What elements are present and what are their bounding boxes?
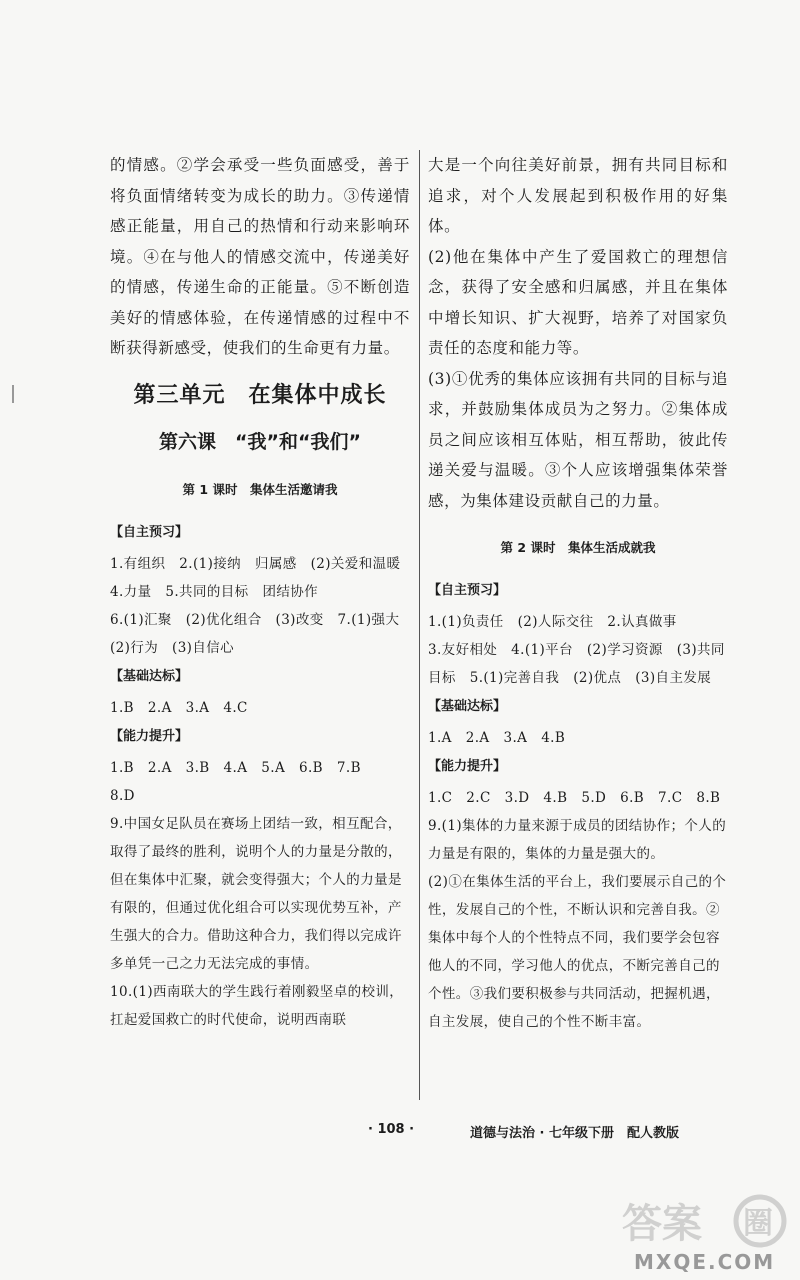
page-number: · 108 · bbox=[368, 1122, 415, 1137]
watermark-text: MXQE.COM bbox=[634, 1250, 776, 1274]
right-column bbox=[428, 150, 728, 1036]
svg-text:答案: 答案 bbox=[622, 1201, 702, 1247]
answer-line: 10.(1)西南联大的学生践行着刚毅坚卓的校训，扛起爱国救亡的时代使命，说明西南联 bbox=[110, 983, 404, 1028]
answer-line: (2)①在集体生活的平台上，我们要展示自己的个性，发展自己的个性，不断认识和完善自我。②集体中每个人的个性特点不同，我们要学会包容他人的不同，学习他人的优点，不断完善自己的个性。③我们要积极参与共同活动，把握机遇，自主发展，使自己的个性不断丰富。 bbox=[428, 874, 727, 1030]
section-ability-2 bbox=[428, 754, 728, 1036]
continued-line: (3)①优秀的集体应该拥有共同的目标与追求，并鼓励集体成员为之努力。②集体成员之间应该相互体贴，相互帮助，彼此传递关爱与温暖。③个人应该增强集体荣誉感，为集体建设贡献自己的力量。 bbox=[428, 369, 728, 510]
section-ability-1 bbox=[110, 724, 410, 1034]
answer-line: 1.(1)负责任 (2)人际交往 2.认真做事 bbox=[428, 614, 677, 630]
unit-title: 第三单元 在集体中成长 bbox=[133, 382, 387, 408]
answer-line: 8.D bbox=[110, 787, 135, 804]
left-column bbox=[110, 150, 415, 1034]
section-preview-2 bbox=[428, 578, 728, 692]
answer-line: 1.B 2.A 3.B 4.A 5.A 6.B 7.B bbox=[110, 759, 361, 776]
svg-text:圈: 圈 bbox=[743, 1206, 773, 1241]
answer-line: 1.有组织 2.(1)接纳 归属感 (2)关爱和温暖 4.力量 5.共同的目标 团结协作 bbox=[110, 555, 415, 600]
section-tag: 【自主预习】 bbox=[428, 583, 507, 598]
answer-line: 3.友好相处 4.(1)平台 (2)学习资源 (3)共同目标 5.(1)完善自我 (2)优点 (3)自主发展 bbox=[428, 642, 725, 686]
intro-paragraph: 的情感。②学会承受一些负面感受，善于将负面情绪转变为成长的助力。③传递情感正能量，用自己的热情和行动来影响环境。④在与他人的情感交流中，传递美好的情感，传递生命的正能量。⑤不断创造美好的情感体验，在传递情感的过程中不断获得新感受，使我们的生命更有力量。 bbox=[110, 156, 410, 357]
lesson-title: 第六课 “我”和“我们” bbox=[159, 430, 361, 453]
period-title-2: 第 2 课时 集体生活成就我 bbox=[500, 540, 656, 555]
section-tag: 【能力提升】 bbox=[110, 728, 189, 744]
section-basic-1 bbox=[110, 664, 410, 722]
book-info: 道德与法治 · 七年级下册 配人教版 bbox=[470, 1126, 679, 1141]
answer-line: 9.(1)集体的力量来源于成员的团结协作；个人的力量是有限的，集体的力量是强大的。 bbox=[428, 818, 727, 862]
section-tag: 【自主预习】 bbox=[110, 524, 189, 540]
column-divider bbox=[419, 150, 420, 1100]
answer-line: 9.中国女足队员在赛场上团结一致，相互配合，取得了最终的胜利，说明个人的力量是分散的，但在集体中汇聚，就会变得强大；个人的力量是有限的，但通过优化组合可以实现优势互补，产生强大的合力。借助这种合力，我们得以完成许多单凭一己之力无法完成的事情。 bbox=[110, 815, 402, 972]
section-tag: 【基础达标】 bbox=[428, 699, 507, 714]
continued-line: 大是一个向往美好前景，拥有共同目标和追求，对个人发展起到积极作用的好集体。 bbox=[428, 156, 728, 235]
answer-line: 1.C 2.C 3.D 4.B 5.D 6.B 7.C 8.B bbox=[428, 790, 721, 806]
answer-line: 1.B 2.A 3.A 4.C bbox=[110, 699, 248, 716]
scan-mark bbox=[12, 385, 14, 403]
section-preview-1 bbox=[110, 520, 415, 662]
section-tag: 【基础达标】 bbox=[110, 668, 189, 684]
section-basic-2 bbox=[428, 694, 728, 752]
answer-line: 1.A 2.A 3.A 4.B bbox=[428, 730, 566, 746]
section-tag: 【能力提升】 bbox=[428, 759, 507, 774]
continued-line: (2)他在集体中产生了爱国救亡的理想信念，获得了安全感和归属感，并且在集体中增长知识、扩大视野，培养了对国家负责任的态度和能力等。 bbox=[428, 247, 728, 357]
answer-line: 6.(1)汇聚 (2)优化组合 (3)改变 7.(1)强大 (2)行为 (3)自信心 bbox=[110, 611, 414, 656]
period-title-1: 第 1 课时 集体生活邀请我 bbox=[182, 481, 338, 497]
